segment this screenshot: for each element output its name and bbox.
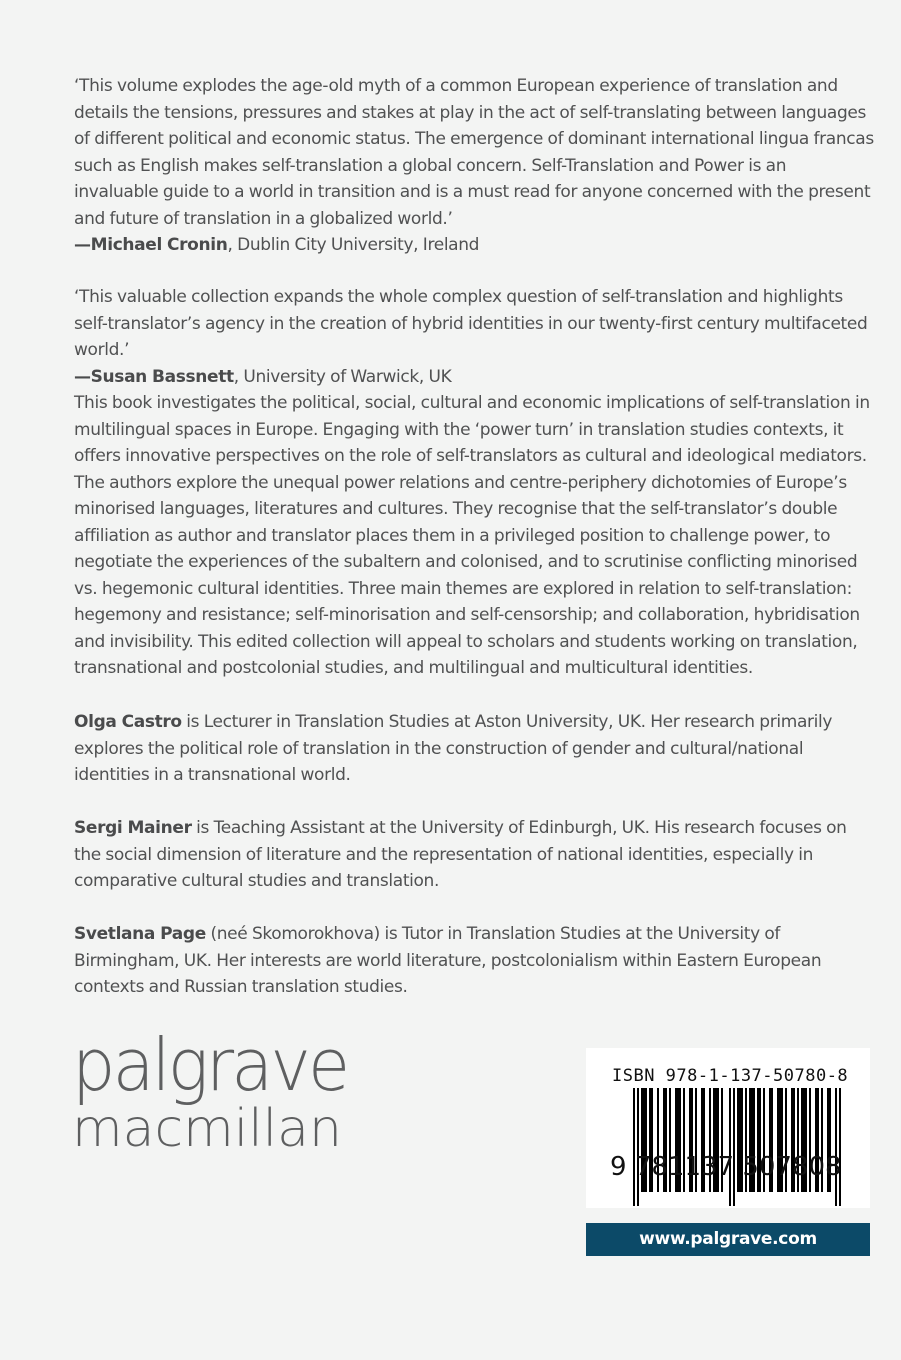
publisher-logo — [72, 1023, 362, 1159]
endorsement-cronin — [74, 73, 874, 259]
endorser-affiliation: , University of Warwick, UK — [233, 366, 452, 387]
endorser-affiliation: , Dublin City University, Ireland — [227, 235, 480, 255]
author-name: Svetlana Page — [74, 924, 206, 944]
author-name: Olga Castro — [74, 712, 182, 732]
endorser-name: —Michael Cronin — [74, 235, 228, 255]
author-bio-text: (neé Skomorokhova) is Tutor in Translation Studies at the University of Birmingham, UK. Her interests are world literature, postcolonialism within Eastern European contexts and Russian translation studies. — [74, 924, 822, 997]
endorsement-quote: ‘This valuable collection expands the whole complex question of self-translation and highlights self-translator’s agency in the creation of hybrid identities in our twenty-first century multifaceted world.’ — [74, 287, 868, 360]
author-bio-mainer — [74, 815, 874, 895]
isbn-barcode — [586, 1048, 870, 1208]
endorsement-attribution — [74, 364, 874, 391]
barcode-icon — [633, 1088, 843, 1206]
author-bio-page — [74, 921, 874, 1001]
endorser-name: —Susan Bassnett — [74, 366, 234, 387]
isbn-label: ISBN 978-1-137-50780-8 — [612, 1066, 849, 1086]
author-bio-castro — [74, 709, 874, 789]
author-bio-text: is Teaching Assistant at the University of Edinburgh, UK. His research focuses on the social dimension of literature and the representation of national identities, especially in comparative cultural studies and translation. — [74, 818, 847, 891]
barcode-digits: 9 781137 507808 — [610, 1152, 842, 1182]
logo-macmillan: macmillan — [72, 1099, 342, 1159]
book-description — [74, 390, 874, 682]
endorsement-quote: ‘This volume explodes the age-old myth of a common European experience of translation and details the tensions, pressures and stakes at play in the act of self-translating between languages of different political and economic status. The emergence of dominant international lingua francas such as English makes self-translation a global concern. Self-Translation and Power is an invaluable guide to a world in transition and is a must read for anyone concerned with the present and future of translation in a globalized world.’ — [74, 76, 874, 229]
endorsement-attribution — [74, 232, 874, 259]
publisher-url: www.palgrave.com — [586, 1223, 870, 1256]
author-bio-text: is Lecturer in Translation Studies at Aston University, UK. Her research primarily explores the political role of translation in the construction of gender and cultural/national identities in a transnational world. — [74, 712, 833, 785]
logo-palgrave: palgrave — [72, 1023, 348, 1107]
description-text: This book investigates the political, social, cultural and economic implications of self-translation in multilingual spaces in Europe. Engaging with the ‘power turn’ in translation studies contexts, it offers innovative perspectives on the role of self-translators as cultural and ideological mediators. The authors explore the unequal power relations and centre-periphery dichotomies of Europe’s minorised languages, literatures and cultures. They recognise that the self-translator’s double affiliation as author and translator places them in a privileged position to challenge power, to negotiate the experiences of the subaltern and colonised, and to scrutinise conflicting minorised vs. hegemonic cultural identities. Three main themes are explored in relation to self-translation: hegemony and resistance; self-minorisation and self-censorship; and collaboration, hybridisation and invisibility. This edited collection will appeal to scholars and students working on translation, transnational and postcolonial studies, and multilingual and multicultural identities. — [74, 393, 870, 678]
endorsement-bassnett — [74, 284, 874, 390]
author-name: Sergi Mainer — [74, 818, 192, 838]
